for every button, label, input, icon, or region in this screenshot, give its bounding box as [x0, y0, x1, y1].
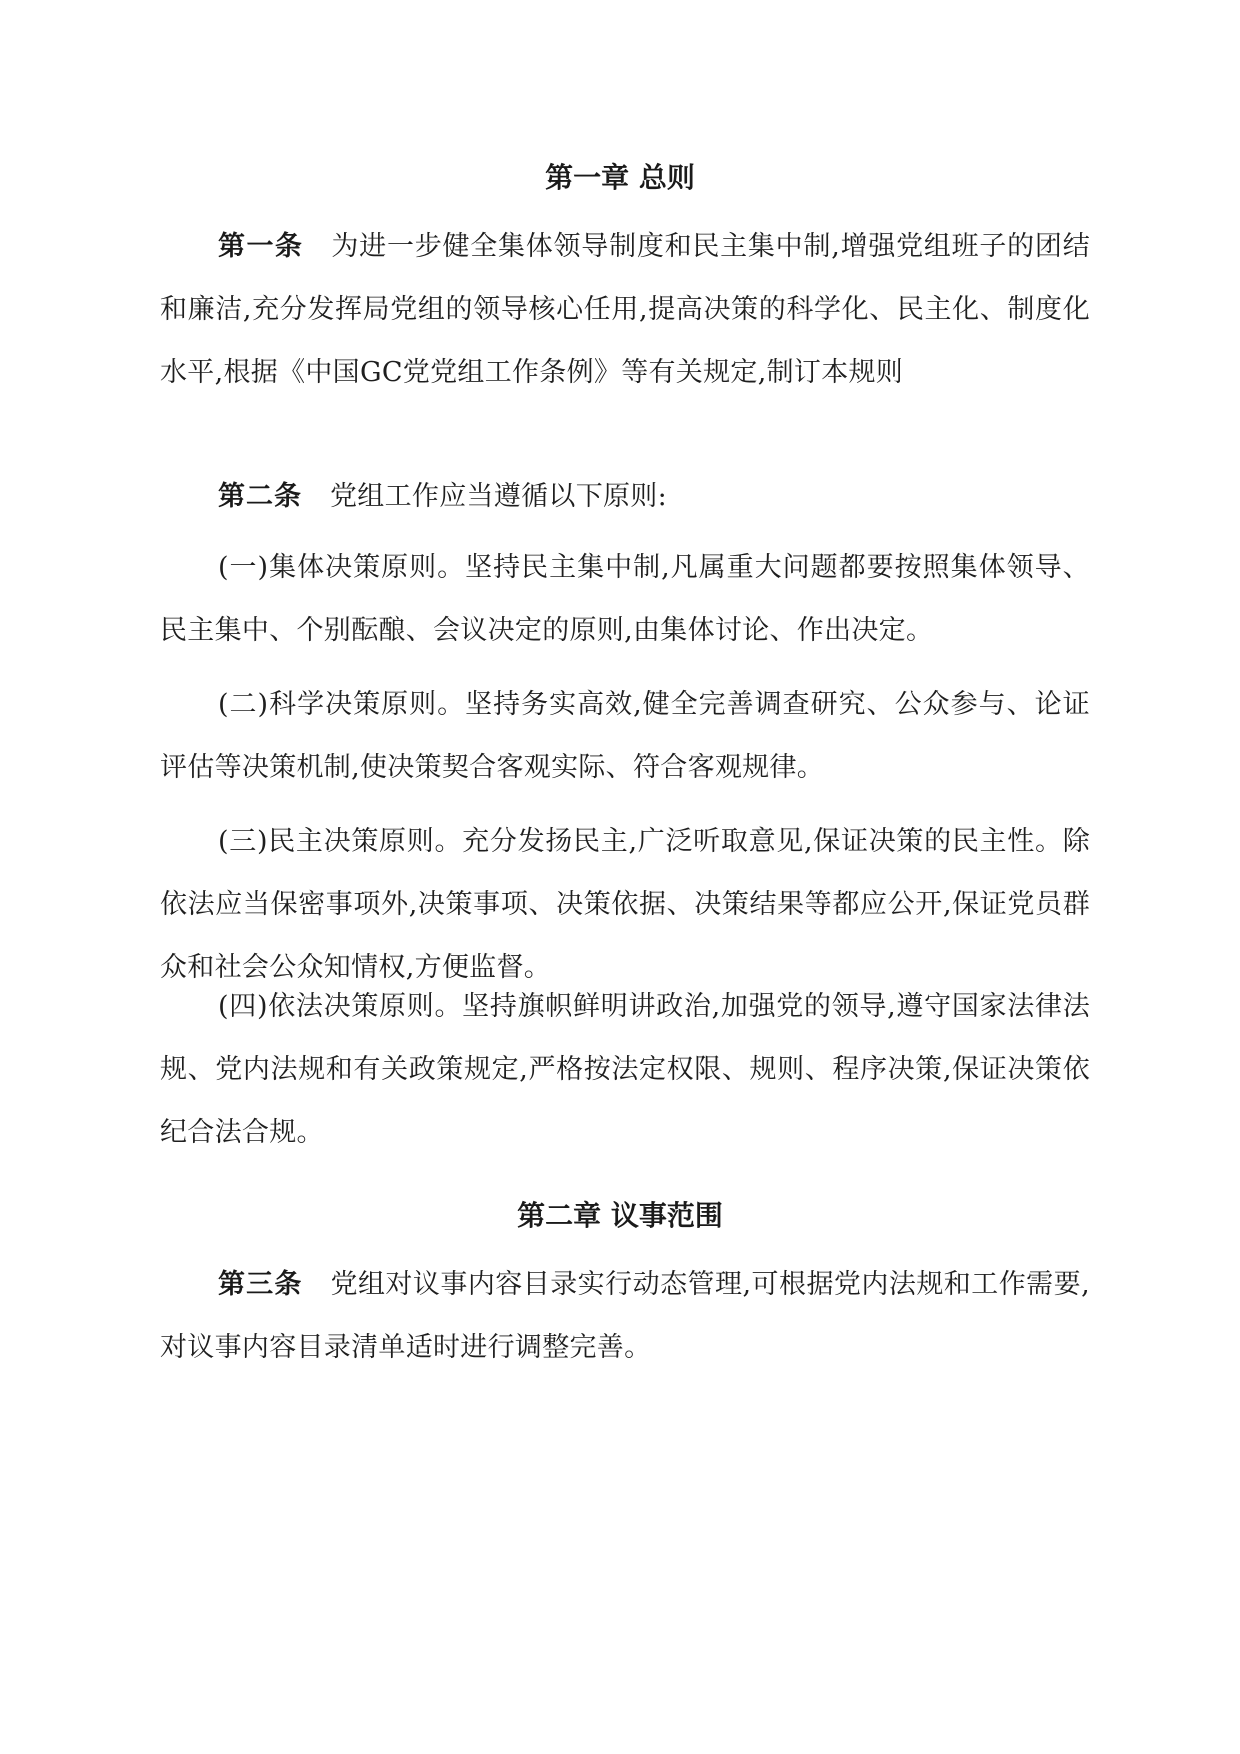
principle-1: (一)集体决策原则。坚持民主集中制,凡属重大问题都要按照集体领导、民主集中、个别酝酿、会议决定的原则,由集体讨论、作出决定。 [160, 552, 1090, 646]
article-2-number: 第二条 [218, 481, 302, 512]
article-3-text: 党组对议事内容目录实行动态管理,可根据党内法规和工作需要,对议事内容目录清单适时进行调整完善。 [160, 1269, 1090, 1363]
principle-2: (二)科学决策原则。坚持务实高效,健全完善调查研究、公众参与、论证评估等决策机制,使决策契合客观实际、符合客观规律。 [160, 689, 1090, 783]
article-2-text: 党组工作应当遵循以下原则: [330, 481, 667, 512]
article-2 [160, 465, 1090, 528]
article-1-text: 为进一步健全集体领导制度和民主集中制,增强党组班子的团结和廉洁,充分发挥局党组的领导核心任用,提高决策的科学化、民主化、制度化水平,根据《中国GC党党组工作条例》等有关规定,制订本规则 [160, 231, 1091, 388]
principle-4: (四)依法决策原则。坚持旗帜鲜明讲政治,加强党的领导,遵守国家法律法规、党内法规和有关政策规定,严格按法定权限、规则、程序决策,保证决策依纪合法合规。 [160, 991, 1090, 1148]
chapter-2-title: 第二章 议事范围 [517, 1199, 723, 1232]
article-3 [160, 1253, 1090, 1379]
principle-3: (三)民主决策原则。充分发扬民主,广泛听取意见,保证决策的民主性。除依法应当保密事项外,决策事项、决策依据、决策结果等都应公开,保证党员群众和社会公众知情权,方便监督。 [160, 826, 1090, 983]
chapter-1-title: 第一章 总则 [545, 161, 695, 194]
article-1-number: 第一条 [218, 231, 304, 262]
article-3-number: 第三条 [218, 1269, 303, 1300]
article-1 [160, 215, 1090, 404]
